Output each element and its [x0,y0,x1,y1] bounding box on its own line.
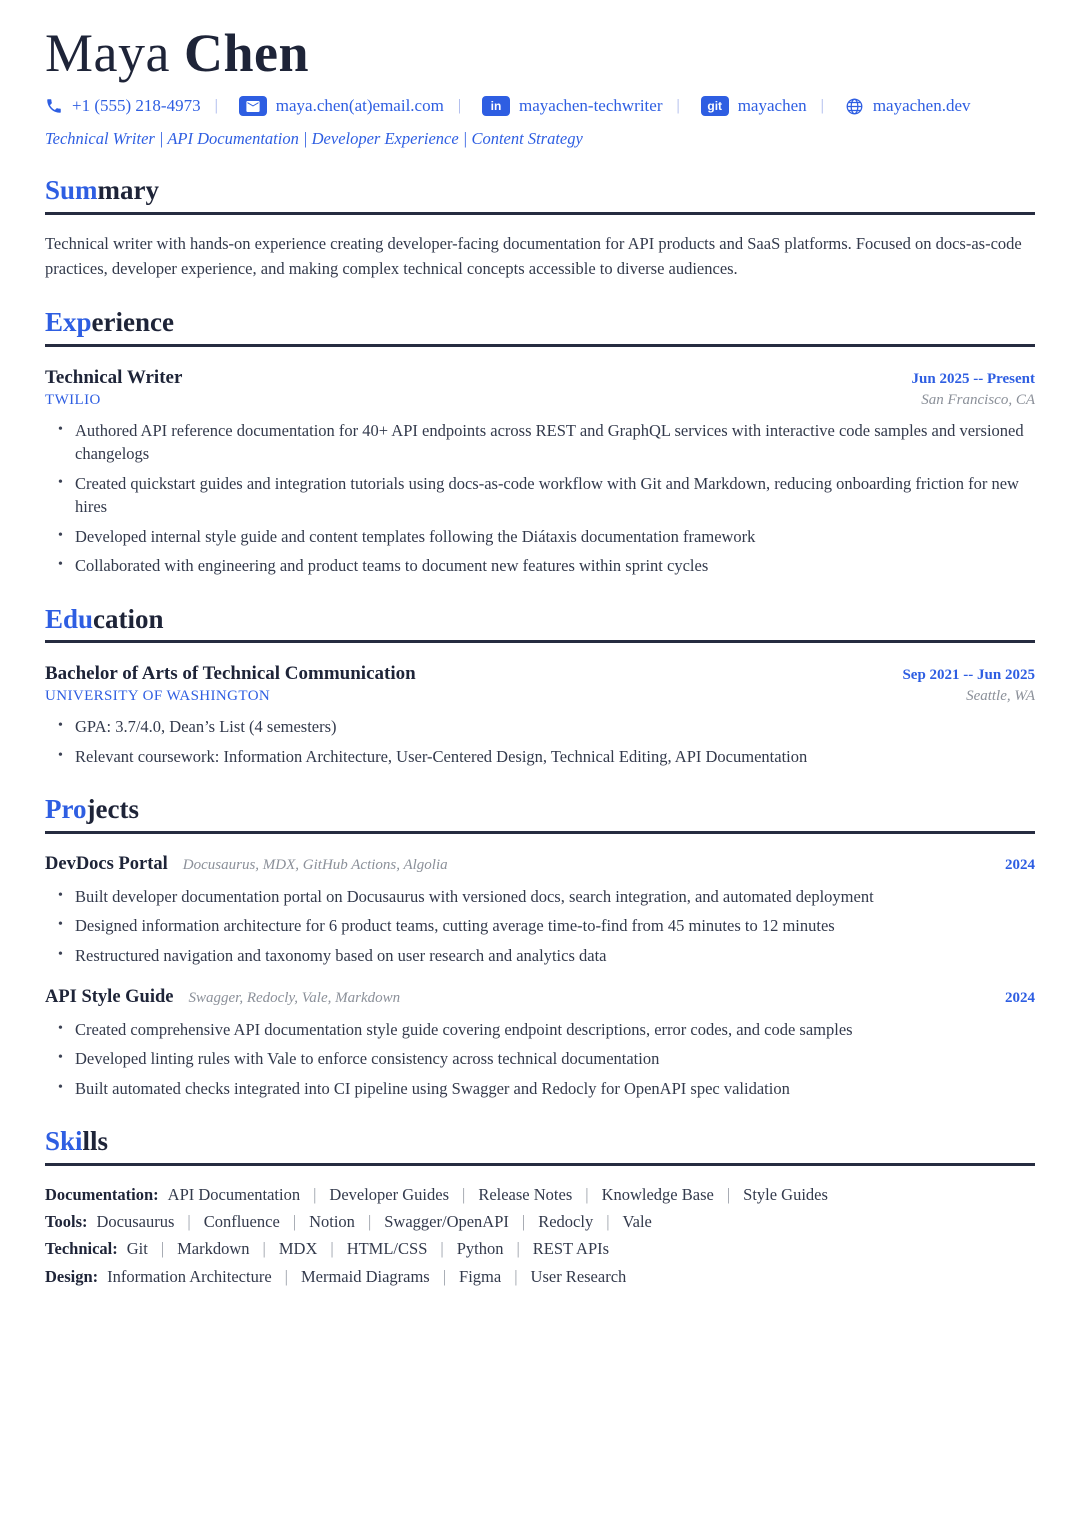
skill-item: | Style Guides [714,1185,828,1204]
job-location: San Francisco, CA [921,391,1035,408]
education-location: Seattle, WA [966,688,1035,705]
phone-number: +1 (555) 218-4973 [72,96,201,116]
email-link[interactable] [201,96,444,116]
experience-entry [45,367,1035,578]
website-url: | mayachen.dev [872,96,971,116]
linkedin-icon: | in [482,96,510,116]
website-link[interactable] [807,96,971,116]
experience-heading-accent: Exp [45,307,92,338]
skill-row-tools [45,1211,1035,1233]
tagline: Technical Writer | API Documentation | Developer Experience | Content Strategy [45,129,583,149]
summary-heading [45,176,1035,215]
education-subtitle-row [45,685,1035,705]
section-education [45,605,1035,769]
project-title [45,987,400,1008]
skill-item: | Vale [593,1212,652,1231]
section-skills [45,1127,1035,1288]
skill-category-label: Tools: [45,1212,88,1232]
resume-header [45,22,1035,149]
skill-item: | Developer Guides [300,1185,449,1204]
education-title-row [45,663,1035,685]
skill-item: API Documentation [167,1184,301,1204]
education-dates: Sep 2021 -- Jun 2025 [902,667,1035,684]
project-year: 2024 [1005,856,1035,873]
project-stack: Swagger, Redocly, Vale, Markdown [188,989,401,1006]
project-name: API Style Guide [45,986,174,1007]
skill-category-label: Documentation: [45,1184,159,1204]
section-experience [45,308,1035,577]
last-name: Chen [183,23,309,83]
job-dates: Jun 2025 -- Present [911,370,1035,387]
project-title-row [45,854,1035,875]
bullet-item: • Collaborated with engineering and product teams to document new features within sprint cycles [75,554,1035,577]
github-link[interactable] [663,96,807,116]
phone-icon [45,97,63,115]
skill-items [107,1267,626,1286]
project-title [45,854,448,875]
skill-item: | User Research [501,1267,626,1286]
projects-heading [45,795,1035,834]
bullet-item: • Designed information architecture for 6 product teams, cutting average time-to-find from 45 minutes to 12 minutes [75,914,1035,937]
bullet-item: • Authored API reference documentation for 40+ API endpoints across REST and GraphQL services with interactive code samples and versioned changelogs [75,419,1035,466]
projects-heading-rest: jects [86,794,139,825]
bullet-item: • Developed linting rules with Vale to enforce consistency across technical documentation [75,1047,1035,1070]
skill-item: | Notion [280,1212,355,1231]
section-projects [45,795,1035,1100]
project-entry-devdocs [45,854,1035,967]
summary-text: Technical writer with hands-on experience creating developer-facing documentation for API products and SaaS platforms. Focused on docs-as-code practices, developer experience, and making complex technical concepts accessible to diverse audiences. [45,233,1022,278]
experience-bullets [45,419,1035,578]
projects-heading-accent: Pro [45,794,87,825]
degree-name: Bachelor of Arts of Technical Communication [45,663,416,685]
project-title-row [45,987,1035,1008]
school-name: UNIVERSITY OF WASHINGTON [45,688,271,705]
bullet-item: • Built automated checks integrated into CI pipeline using Swagger and Redocly for OpenAPI spec validation [75,1077,1035,1100]
section-summary [45,176,1035,281]
project-year: 2024 [1005,989,1035,1006]
skill-items [127,1239,609,1258]
project-bullets [45,885,1035,967]
summary-heading-accent: Sum [45,175,98,206]
email-icon [239,96,267,116]
skill-item: | Swagger/OpenAPI [355,1212,509,1231]
skill-item: | REST APIs [503,1239,609,1258]
experience-heading-rest: erience [91,307,174,338]
email-address: | maya.chen(at)email.com [275,96,444,116]
globe-icon [845,97,864,116]
bullet-item: • Relevant coursework: Information Architecture, User-Centered Design, Technical Editing, API Documentation [75,745,1035,768]
bullet-item: • Developed internal style guide and content templates following the Diátaxis documentation framework [75,525,1035,548]
skill-items [168,1185,828,1204]
skill-item: | Confluence [174,1212,279,1231]
education-heading-accent: Edu [45,603,94,634]
phone-link[interactable] [45,96,201,116]
company-name: TWILIO [45,391,101,408]
linkedin-link[interactable] [444,96,663,116]
skill-item: Information Architecture [107,1266,272,1286]
skill-item: Docusaurus [96,1212,175,1232]
first-name: Maya [45,23,170,83]
bullet-item: • Restructured navigation and taxonomy based on user research and analytics data [75,944,1035,967]
skill-item: | Redocly [509,1212,593,1231]
skill-item: Git [126,1239,148,1259]
project-entry-api-style-guide [45,987,1035,1100]
person-name [45,22,1035,84]
skill-row-design [45,1266,1035,1288]
experience-subtitle-row [45,389,1035,409]
contact-row [45,96,1035,116]
experience-heading [45,308,1035,347]
skill-item: | MDX [250,1239,318,1258]
skill-item: | Markdown [148,1239,250,1258]
project-bullets [45,1018,1035,1100]
skill-item: | HTML/CSS [317,1239,427,1258]
project-stack: Docusaurus, MDX, GitHub Actions, Algolia [182,856,448,873]
skill-item: | Figma [430,1267,501,1286]
bullet-item: • Created comprehensive API documentation style guide covering endpoint descriptions, error codes, and code samples [75,1018,1035,1041]
job-title: Technical Writer [45,366,183,388]
project-name: DevDocs Portal [45,853,168,874]
skill-item: | Python [427,1239,503,1258]
skills-heading-accent: Ski [45,1126,83,1157]
skill-category-label: Technical: [45,1239,118,1259]
bullet-item: • Created quickstart guides and integration tutorials using docs-as-code workflow with Git and Markdown, reducing onboarding friction for new hires [75,472,1035,519]
skill-item: | Knowledge Base [572,1185,714,1204]
skill-row-documentation [45,1184,1035,1206]
skill-item: | Mermaid Diagrams [272,1267,430,1286]
skill-items [97,1212,652,1231]
skills-list [45,1184,1035,1288]
experience-title-row [45,367,1035,389]
education-heading-rest: cation [93,603,164,634]
education-bullets [45,715,1035,768]
git-handle: mayachen [737,96,807,116]
summary-heading-rest: mary [97,175,160,206]
bullet-item: • Built developer documentation portal on Docusaurus with versioned docs, search integration, and automated deployment [75,885,1035,908]
education-heading [45,605,1035,644]
bullet-item: • GPA: 3.7/4.0, Dean’s List (4 semesters) [75,715,1035,738]
skills-heading [45,1127,1035,1166]
skill-category-label: Design: [45,1266,99,1286]
skill-row-technical [45,1238,1035,1260]
linkedin-handle: mayachen-techwriter [519,96,663,116]
git-icon: | git [701,96,729,116]
skill-item: | Release Notes [449,1185,572,1204]
education-entry [45,663,1035,768]
skills-heading-rest: lls [82,1126,109,1157]
